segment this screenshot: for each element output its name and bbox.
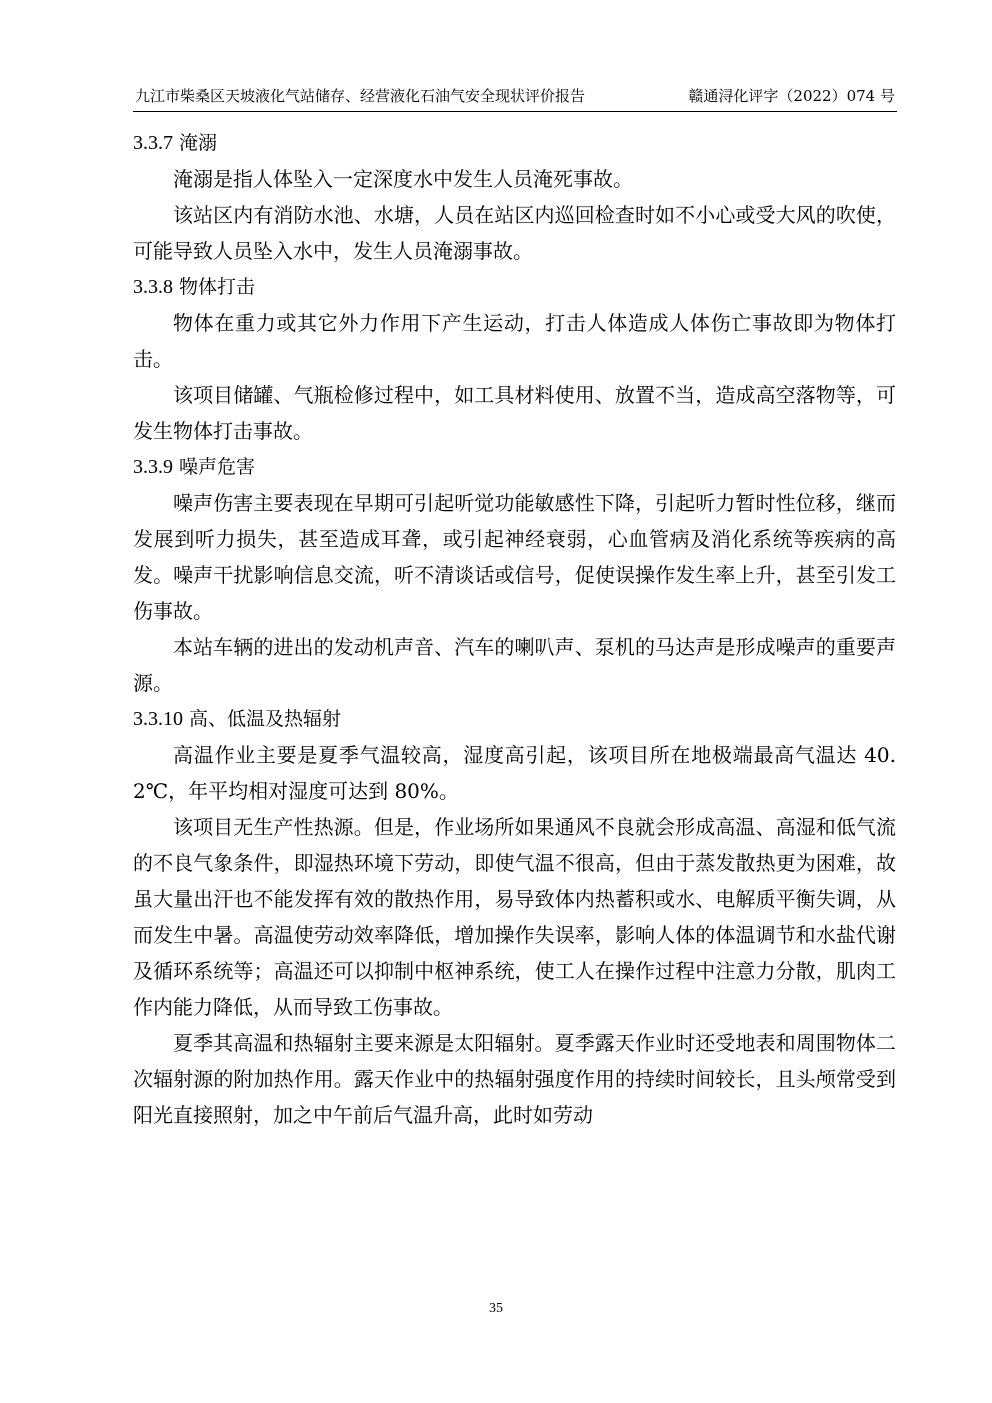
paragraph: 该项目储罐、气瓶检修过程中，如工具材料使用、放置不当，造成高空落物等，可发生物体打击事故。 [133,383,896,443]
page-number: 35 [489,1301,503,1316]
section-heading-3-3-7: 3.3.7 淹溺 [133,132,218,154]
document-body [133,125,896,1133]
paragraph: 噪声伤害主要表现在早期可引起听觉功能敏感性下降，引起听力暂时性位移，继而发展到听力损失，甚至造成耳聋，或引起神经衰弱，心血管病及消化系统等疾病的高发。噪声干扰影响信息交流，听不清谈话或信号，促使误操作发生率上升，甚至引发工伤事故。 [133,491,896,623]
paragraph: 该站区内有消防水池、水塘，人员在站区内巡回检查时如不小心或受大风的吹使，可能导致人员坠入水中，发生人员淹溺事故。 [133,203,896,263]
report-title: 九江市柴桑区天坡液化气站储存、经营液化石油气安全现状评价报告 [135,87,586,105]
section-heading-3-3-8: 3.3.8 物体打击 [133,276,256,298]
paragraph: 夏季其高温和热辐射主要来源是太阳辐射。夏季露天作业时还受地表和周围物体二次辐射源的附加热作用。露天作业中的热辐射强度作用的持续时间较长，且头颅常受到阳光直接照射，加之中午前后气温升高，此时如劳动 [133,1031,896,1127]
page-header [135,86,895,106]
header-rule [133,111,897,112]
paragraph: 本站车辆的进出的发动机声音、汽车的喇叭声、泵机的马达声是形成噪声的重要声源。 [133,635,896,695]
paragraph: 该项目无生产性热源。但是，作业场所如果通风不良就会形成高温、高湿和低气流的不良气象条件，即湿热环境下劳动，即使气温不很高，但由于蒸发散热更为困难，故虽大量出汗也不能发挥有效的散热作用，易导致体内热蓄积或水、电解质平衡失调，从而发生中暑。高温使劳动效率降低，增加操作失误率，影响人体的体温调节和水盐代谢及循环系统等；高温还可以抑制中枢神系统，使工人在操作过程中注意力分散，肌肉工作内能力降低，从而导致工伤事故。 [133,815,896,1019]
document-number: 赣通浔化评字（2022）074 号 [688,87,895,105]
section-heading-3-3-10: 3.3.10 高、低温及热辐射 [133,708,342,730]
paragraph: 物体在重力或其它外力作用下产生运动，打击人体造成人体伤亡事故即为物体打击。 [133,311,896,371]
paragraph: 淹溺是指人体坠入一定深度水中发生人员淹死事故。 [173,167,633,191]
section-heading-3-3-9: 3.3.9 噪声危害 [133,456,256,478]
paragraph: 高温作业主要是夏季气温较高，湿度高引起，该项目所在地极端最高气温达 40.2℃，年平均相对湿度可达到 80%。 [133,743,896,803]
